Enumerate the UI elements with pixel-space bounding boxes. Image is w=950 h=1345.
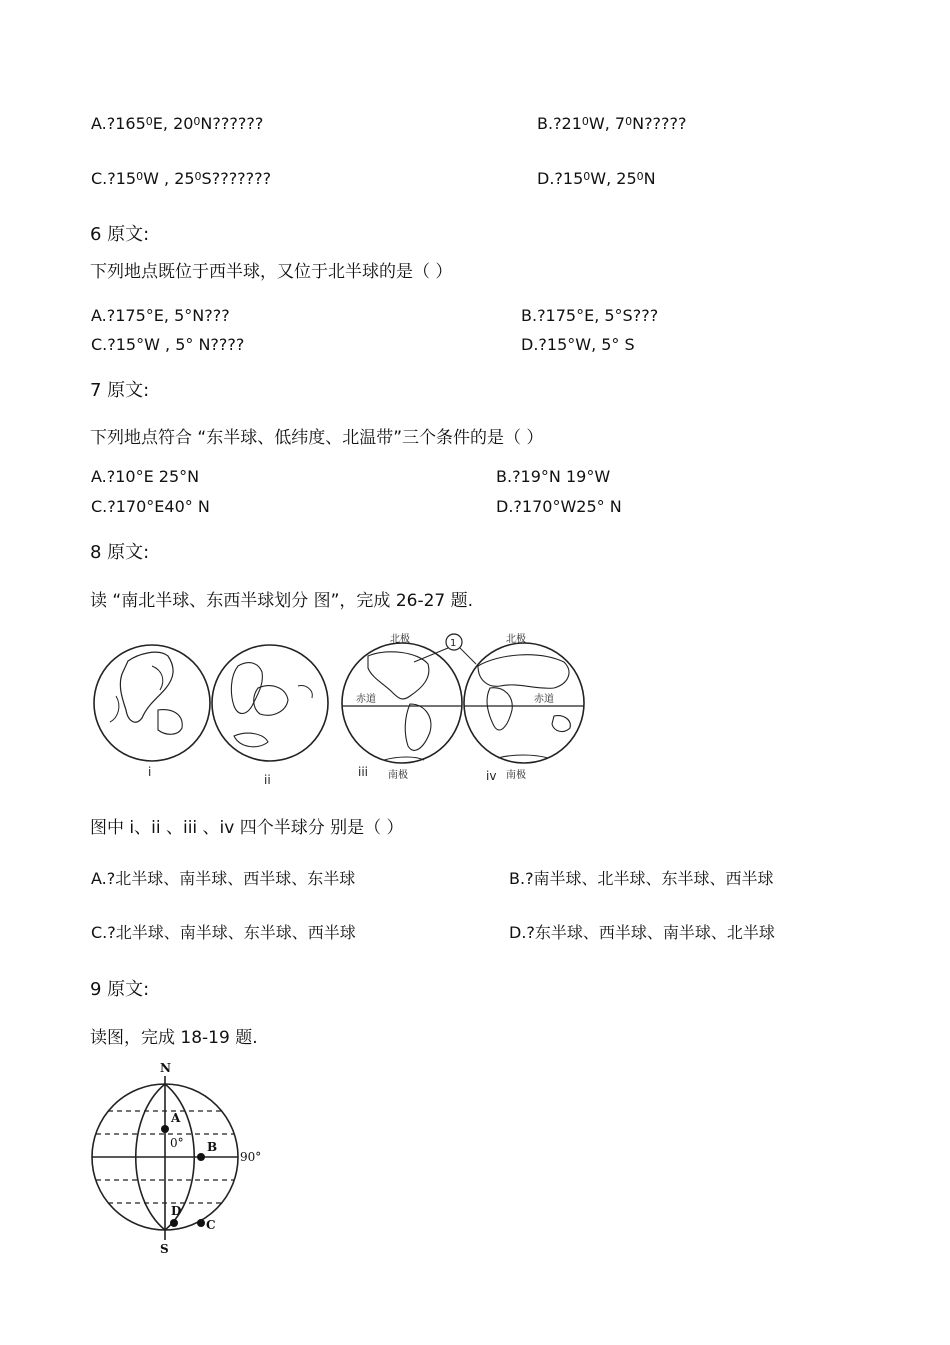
q7-heading: 7 原文: [90, 380, 150, 401]
q7-stem: 下列地点符合 “东半球、低纬度、北温带”三个条件的是（ ） [90, 428, 544, 448]
south-pole-label-iii: 南极 [388, 770, 408, 781]
caption-iv: iv [486, 769, 497, 783]
label-d: D [171, 1204, 182, 1218]
point-c-dot [197, 1219, 205, 1227]
q5-option-c: $C.?15^0W$ , $25^0S$??????? [91, 169, 272, 188]
q8-question: 图中 i、ii 、iii 、iv 四个半球分 别是（ ） [90, 818, 404, 838]
equator-label-iv: 赤道 [534, 694, 554, 705]
q7-option-a: A.?10°E 25°N [91, 467, 200, 486]
label-a: A [171, 1111, 181, 1125]
label-ninety-degrees: 90° [240, 1150, 262, 1164]
label-s: S [160, 1242, 169, 1256]
q6-heading: 6 原文: [90, 224, 150, 245]
point-a-dot [161, 1125, 169, 1133]
q8-option-b: B.?南半球、北半球、东半球、西半球 [509, 869, 774, 888]
north-pole-label-iii: 北极 [390, 634, 410, 645]
label-c: C [206, 1218, 216, 1232]
q6-option-b: B.?175°E, 5°S??? [521, 306, 659, 325]
q7-option-d: D.?170°W25° N [496, 497, 622, 516]
globe-iv [464, 643, 584, 763]
q6-option-a: A.?175°E, 5°N??? [91, 306, 230, 325]
q5-option-b: $B.?21^0W$, $7^0N$????? [537, 114, 687, 133]
caption-i: i [148, 765, 152, 779]
q9-stem: 读图，完成 18-19 题. [90, 1028, 258, 1048]
label-zero-degrees: 0° [170, 1136, 184, 1150]
q8-option-c: C.?北半球、南半球、东半球、西半球 [91, 923, 356, 942]
q6-option-c: C.?15°W , 5° N???? [91, 335, 245, 354]
q7-option-c: C.?170°E40° N [91, 497, 210, 516]
q7-option-b: B.?19°N 19°W [496, 467, 611, 486]
point-b-dot [197, 1153, 205, 1161]
caption-ii: ii [264, 773, 271, 786]
label-b: B [207, 1140, 218, 1154]
q6-stem: 下列地点既位于西半球，又位于北半球的是（ ） [90, 262, 453, 282]
q8-stem: 读 “南北半球、东西半球划分 图”，完成 26-27 题. [90, 591, 474, 611]
q5-option-d: $D.?15^0W$, $25^0N$ [537, 169, 656, 188]
caption-iii: iii [358, 765, 369, 779]
q5-option-a: $A.?165^0E$, $20^0N$?????? [91, 114, 264, 133]
point-d-dot [170, 1219, 178, 1227]
equator-label-iii: 赤道 [356, 694, 376, 705]
q8-option-a: A.?北半球、南半球、西半球、东半球 [91, 869, 356, 888]
label-n: N [160, 1061, 171, 1075]
q9-heading: 9 原文: [90, 979, 150, 1000]
q8-heading: 8 原文: [90, 542, 150, 563]
q8-option-d: D.?东半球、西半球、南半球、北半球 [509, 923, 775, 942]
hemispheres-figure [88, 626, 588, 786]
q6-option-d: D.?15°W, 5° S [521, 335, 635, 354]
north-pole-label-iv: 北极 [506, 634, 526, 645]
globe-grid-figure [82, 1056, 282, 1256]
south-pole-label-iv: 南极 [506, 770, 526, 781]
circled-number: 1 [450, 638, 457, 649]
globe-ii [212, 645, 328, 761]
